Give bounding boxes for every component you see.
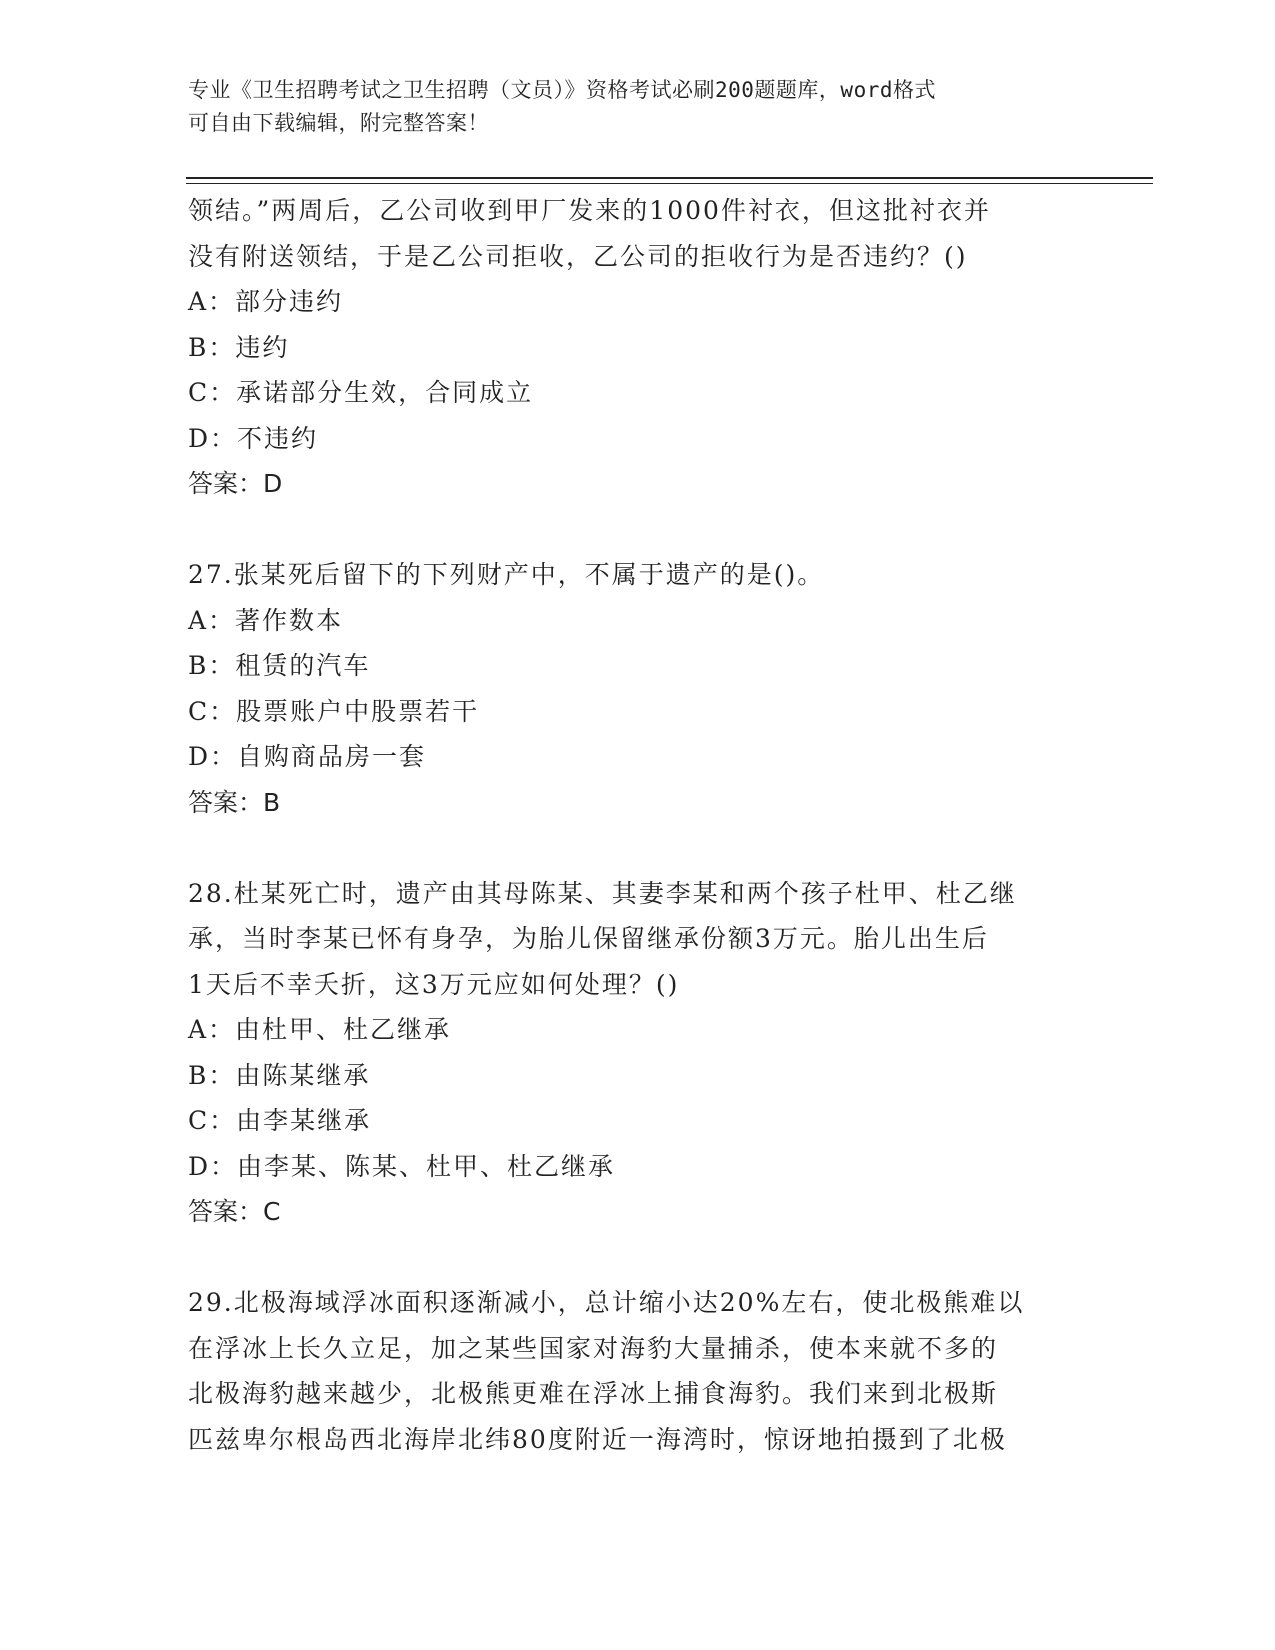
option-a: A：由杜甲、杜乙继承 [188, 1015, 452, 1044]
answer-line: 答案：C [188, 1197, 281, 1226]
question-stem-line: 29.北极海域浮冰面积逐渐减小，总计缩小达20%左右，使北极熊难以 [188, 1288, 1025, 1317]
option-b: B：租赁的汽车 [188, 651, 371, 680]
question-stem-line: 匹兹卑尔根岛西北海岸北纬80度附近一海湾时，惊讶地拍摄到了北极 [188, 1424, 1007, 1454]
option-d: D：由李某、陈某、杜甲、杜乙继承 [188, 1151, 616, 1181]
option-d: D：自购商品房一套 [188, 742, 427, 771]
option-a: A：部分违约 [188, 287, 344, 316]
answer-line: 答案：D [188, 469, 283, 498]
option-b: B：由陈某继承 [188, 1060, 371, 1090]
spacer [188, 1235, 1088, 1281]
option-a: A：著作数本 [188, 605, 344, 635]
header-line-2: 可自由下载编辑，附完整答案！ [188, 111, 489, 135]
question-stem-line: 28.杜某死亡时，遗产由其母陈某、其妻李某和两个孩子杜甲、杜乙继 [188, 878, 1017, 908]
header-divider-thin [186, 183, 1153, 184]
option-c: C：由李某继承 [188, 1106, 372, 1135]
option-c: C：承诺部分生效，合同成立 [188, 378, 534, 407]
question-stem-line: 承，当时李某已怀有身孕，为胎儿保留继承份额3万元。胎儿出生后 [188, 924, 989, 953]
header-divider-thick [186, 177, 1153, 179]
page-header [188, 74, 1068, 140]
question-27 [188, 552, 1088, 825]
answer-line: 答案：B [188, 787, 281, 817]
question-stem-line: 27.张某死后留下的下列财产中，不属于遗产的是()。 [188, 560, 825, 589]
question-stem-line: 1天后不幸夭折，这3万元应如何处理？() [188, 969, 680, 999]
question-28 [188, 871, 1088, 1235]
spacer [188, 507, 1088, 553]
question-29 [188, 1280, 1088, 1462]
question-26 [188, 188, 1088, 507]
option-b: B：违约 [188, 332, 290, 362]
header-line-1: 专业《卫生招聘考试之卫生招聘（文员）》资格考试必刷200题题库，word格式 [188, 78, 936, 102]
option-c: C：股票账户中股票若干 [188, 696, 480, 726]
document-body [188, 188, 1088, 1462]
option-d: D：不违约 [188, 423, 319, 453]
question-stem-line: 领结。”两周后，乙公司收到甲厂发来的1000件衬衣，但这批衬衣并 [188, 196, 991, 225]
question-stem-line: 北极海豹越来越少，北极熊更难在浮冰上捕食海豹。我们来到北极斯 [188, 1379, 999, 1408]
question-stem-line: 没有附送领结，于是乙公司拒收，乙公司的拒收行为是否违约？() [188, 241, 968, 271]
spacer [188, 825, 1088, 871]
question-stem-line: 在浮冰上长久立足，加之某些国家对海豹大量捕杀，使本来就不多的 [188, 1333, 999, 1363]
